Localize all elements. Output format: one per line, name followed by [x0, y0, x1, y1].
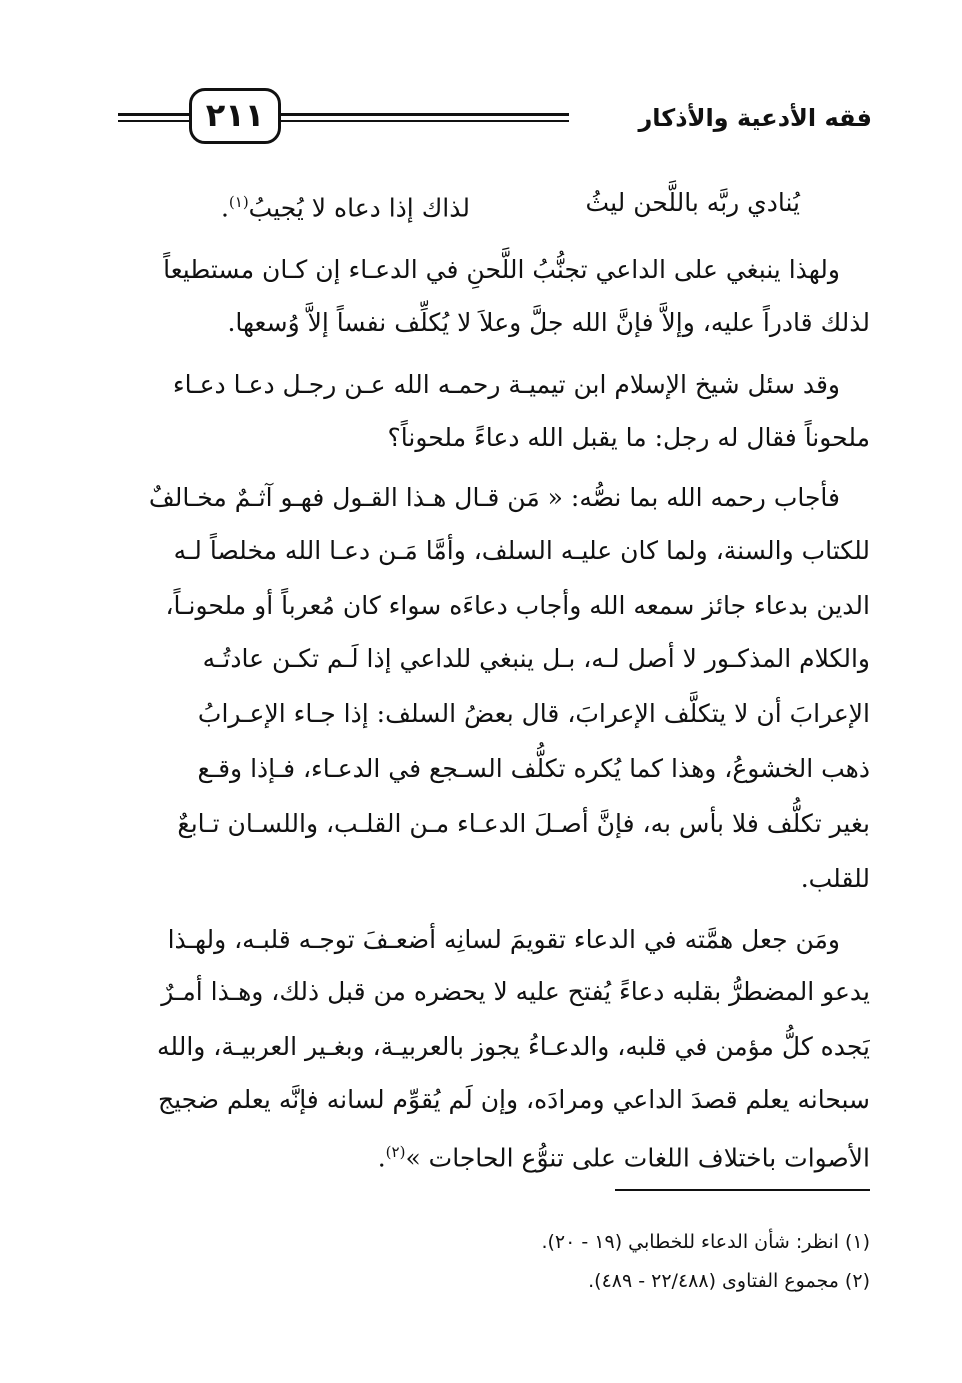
paragraph-line: والكلام المذكـور لا أصل لـه، بـل ينبغي للداعي إذا لَـم تكـن عادتُـه — [202, 644, 870, 673]
paragraph-line: لذلك قادراً عليه، وإلاَّ فإنَّ الله جلَّ وعلاَ لا يُكلِّف نفساً إلاَّ وُسعها. — [227, 308, 870, 337]
paragraph-line: بغير تكلُّف فلا بأس به، فإنَّ أصـلَ الدعـاء مـن القلـب، واللسـان تـابعٌ — [177, 809, 870, 838]
footnote-2: (٢) مجموع الفتاوى (٢٢/٤٨٨ - ٤٨٩). — [588, 1270, 870, 1292]
paragraph-line: للكتاب والسنة، ولما كان عليـه السلف، وأمَّا مَـن دعـا الله مخلصاً لـه — [173, 536, 870, 565]
paragraph-line: يَجده كلُّ مؤمن في قلبه، والدعـاءُ يجوز بالعربيـة، وبغـير العربيـة، والله — [157, 1032, 870, 1061]
footnote-marker: (٢) — [385, 1143, 406, 1161]
paragraph-line: الدين بدعاء جائز سمعه الله وأجاب دعاءَه سواء كان مُعرباً أو ملحونـاً، — [165, 591, 870, 620]
verse-first-hemistich: يُنادي ربَّه باللَّحن ليثُ — [585, 188, 800, 217]
header-rule-left-bottom — [118, 120, 190, 122]
paragraph-line: ملحوناً فقال له رجل: ما يقبل الله دعاءً ملحوناً؟ — [387, 423, 870, 452]
header-rule-right-bottom — [281, 120, 569, 122]
paragraph-line: الإعرابَ أن لا يتكلَّف الإعرابَ، قال بعضُ السلف: إذا جـاء الإعـرابُ — [197, 699, 870, 728]
page-header — [0, 0, 962, 160]
verse-second-hemistich: لذاك إذا دعاه لا يُجيبُ$^{(١)}$. — [220, 193, 470, 223]
paragraph-line: يدعو المضطرُّ بقلبه دعاءً يُفتح عليه لا يحضره من قبل ذلك، وهـذا أمـرٌ — [161, 977, 870, 1006]
paragraph-line: ولهذا ينبغي على الداعي تجنُّبُ اللَّحنِ في الدعـاء إن كـان مستطيعاً — [163, 255, 840, 284]
paragraph-line: ذهب الخشوعُ، وهذا كما يُكره تكلُّف السـجع في الدعـاء، فـإذا وقـع — [197, 754, 870, 783]
paragraph-line-last: الأصوات باختلاف اللغات على تنوُّع الحاجات »$^{(٢)}$. — [377, 1143, 870, 1173]
footnote-1: (١) انظر: شأن الدعاء للخطابي (١٩ - ٢٠). — [541, 1231, 870, 1253]
poetry-verse — [180, 173, 800, 232]
footnote-separator — [615, 1189, 870, 1191]
header-rule-left-top — [118, 113, 190, 116]
paragraph-line: سبحانه يعلم قصدَ الداعي ومرادَه، وإن لَم يُقوِّم لسانه فإنَّه يعلم ضجيج — [157, 1085, 870, 1114]
paragraph-line: وقد سئل شيخ الإسلام ابن تيميـة رحمـه الله عـن رجـل دعـا دعـاء — [172, 370, 840, 399]
running-title: فقه الأدعية والأذكار — [638, 104, 872, 132]
paragraph-line: فأجاب رحمه الله بما نصُّه: « مَن قـال هـذا القـول فهـو آثـمٌ مخـالفٌ — [148, 483, 840, 512]
paragraph-line: للقلب. — [800, 864, 870, 893]
page-number: ٢١١ — [189, 88, 281, 144]
paragraph-line: ومَن جعل همَّته في الدعاء تقويمَ لسانِه أضعـفَ توجـه قلبـه، ولهـذا — [167, 925, 840, 954]
footnote-marker: (١) — [228, 193, 249, 211]
header-rule-right-top — [281, 113, 569, 116]
